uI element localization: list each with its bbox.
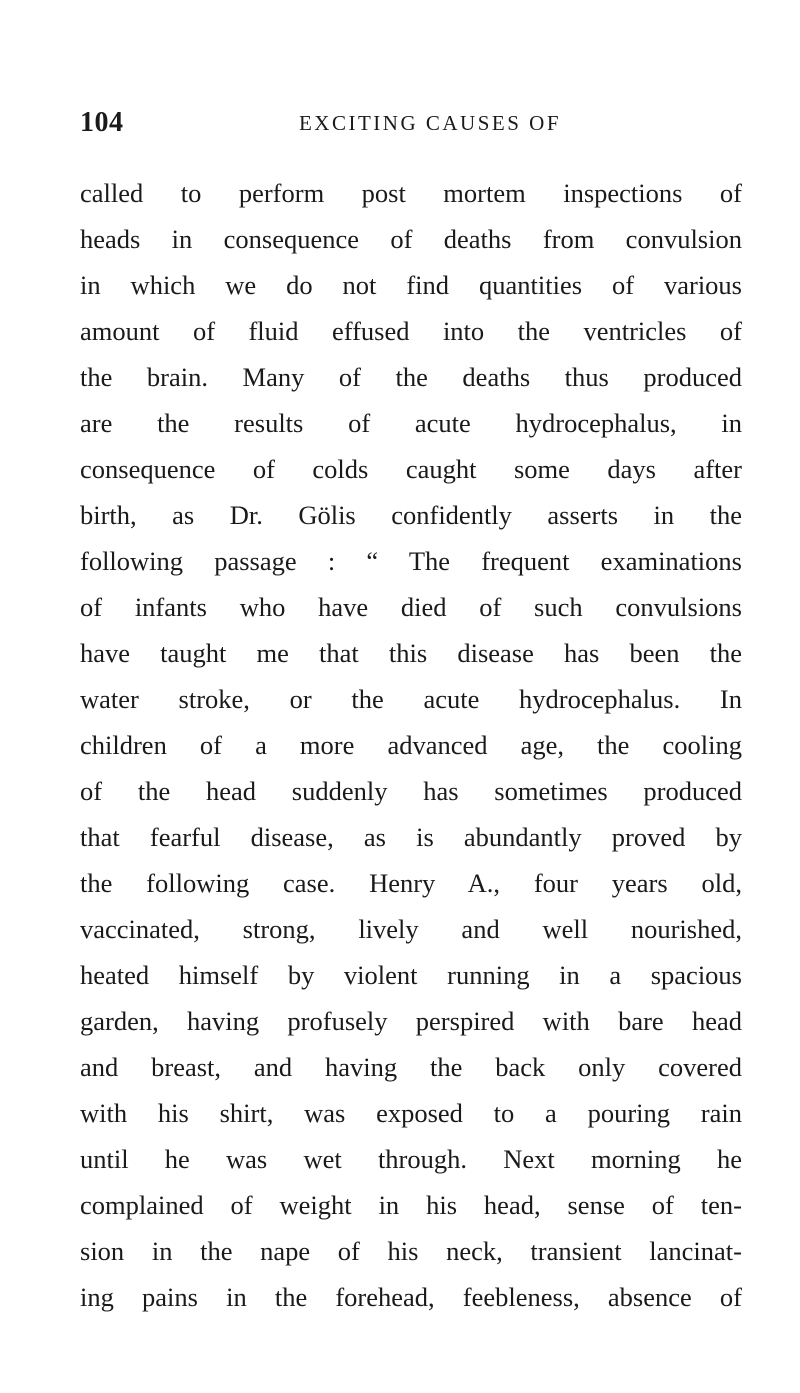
text-line: have taught me that this disease has been the [80,638,742,668]
text-line: the following case. Henry A., four years old, [80,868,742,898]
text-line: the brain. Many of the deaths thus produced [80,362,742,392]
text-line: heated himself by violent running in a spacious [80,960,742,990]
text-line: until he was wet through. Next morning he [80,1144,742,1174]
text-line: of infants who have died of such convulsions [80,592,742,622]
body-text [80,170,742,1320]
text-line: complained of weight in his head, sense of ten- [80,1190,742,1220]
text-line: ing pains in the forehead, feebleness, absence of [80,1282,742,1312]
text-line: in which we do not find quantities of various [80,270,742,300]
page-number: 104 [80,107,124,138]
text-line: heads in consequence of deaths from convulsion [80,224,742,254]
text-line: and breast, and having the back only covered [80,1052,742,1082]
text-line: amount of fluid effused into the ventricles of [80,316,742,346]
text-line: garden, having profusely perspired with bare head [80,1006,742,1036]
text-line: called to perform post mortem inspections of [80,178,742,208]
running-head: EXCITING CAUSES OF [298,111,561,135]
text-line: sion in the nape of his neck, transient lancinat- [80,1236,742,1266]
page-header [80,107,740,147]
text-line: consequence of colds caught some days after [80,454,742,484]
text-line: that fearful disease, as is abundantly proved by [80,822,742,852]
text-line: vaccinated, strong, lively and well nourished, [80,914,742,944]
text-line: children of a more advanced age, the cooling [80,730,742,760]
text-line: birth, as Dr. Gölis confidently asserts in the [80,500,742,530]
text-line: water stroke, or the acute hydrocephalus. In [80,684,742,714]
text-line: following passage : “ The frequent examinations [80,546,742,576]
text-line: with his shirt, was exposed to a pouring rain [80,1098,742,1128]
text-line: of the head suddenly has sometimes produced [80,776,742,806]
text-line: are the results of acute hydrocephalus, in [80,408,742,438]
